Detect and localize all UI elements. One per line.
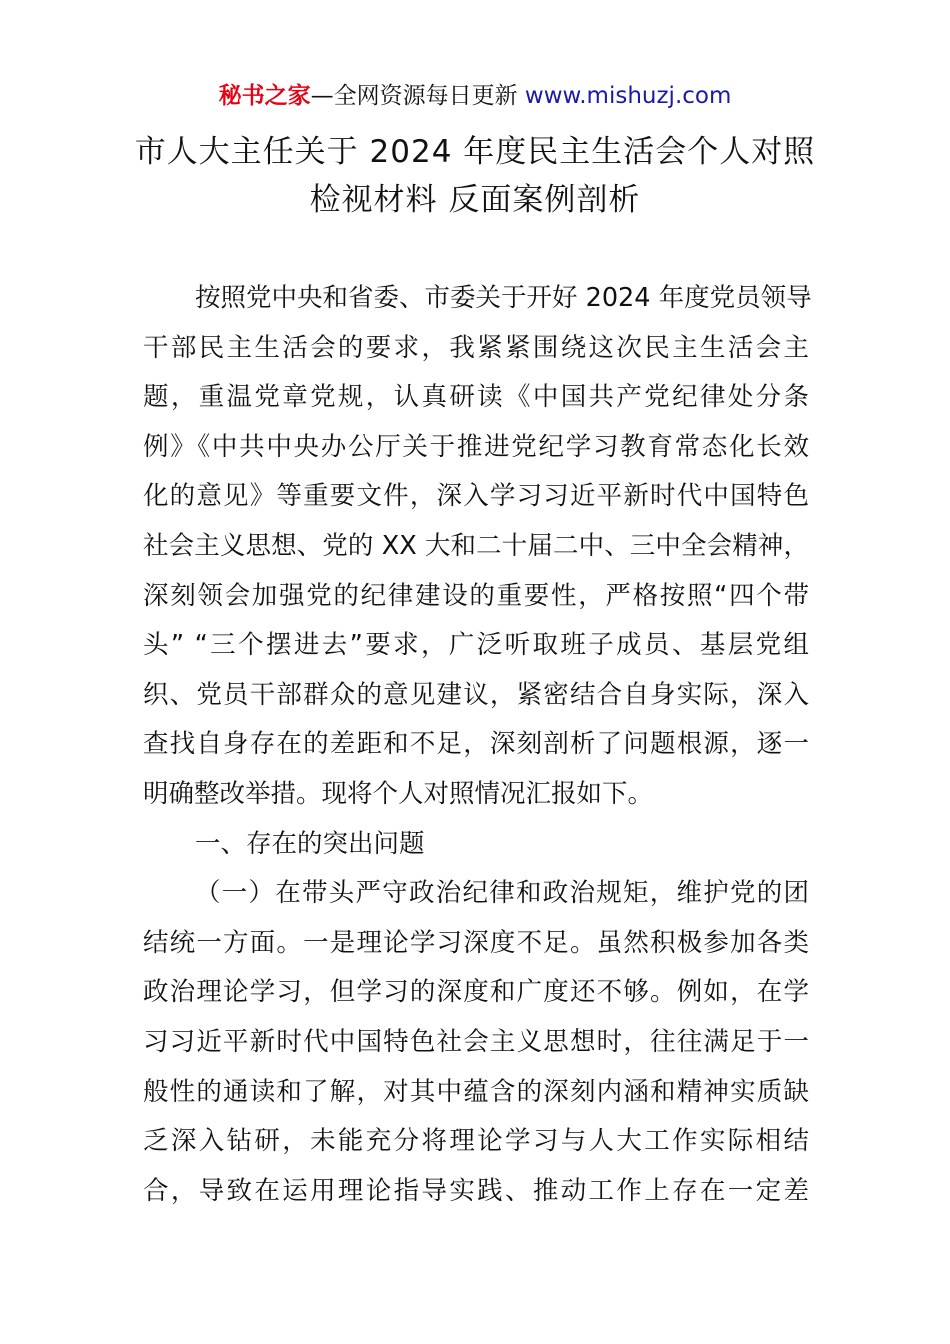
text-line: （一）在带头严守政治纪律和政治规矩，维护党的团 — [195, 878, 809, 909]
text-line: 题，重温党章党规，认真研读《中国共产党纪律处分条 — [143, 382, 809, 413]
section-heading: 一、存在的突出问题 — [195, 828, 425, 859]
text-line: 头” “三个摆进去”要求，广泛听取班子成员、基层党组 — [143, 630, 809, 661]
site-header — [0, 80, 950, 112]
document-title — [120, 128, 830, 224]
title-line-2: 检视材料 反面案例剖析 — [309, 182, 641, 218]
text-line: 习习近平新时代中国特色社会主义思想时，往往满足于一 — [143, 1026, 809, 1057]
text-line: 结统一方面。一是理论学习深度不足。虽然积极参加各类 — [143, 927, 809, 958]
brand-name: 秘书之家 — [218, 83, 311, 109]
title-line-1: 市人大主任关于 2024 年度民主生活会个人对照 — [134, 134, 816, 170]
text-line: 查找自身存在的差距和不足，深刻剖析了问题根源，逐一 — [143, 729, 809, 760]
text-line: 合，导致在运用理论指导实践、推动工作上存在一定差 — [143, 1175, 809, 1206]
site-url[interactable]: www.mishuzj.com — [524, 83, 732, 109]
document-body — [143, 274, 812, 1216]
text-line: 干部民主生活会的要求，我紧紧围绕这次民主生活会主 — [143, 332, 809, 363]
text-line: 社会主义思想、党的 XX 大和二十届二中、三中全会精神， — [143, 530, 809, 561]
text-line: 政治理论学习，但学习的深度和广度还不够。例如，在学 — [143, 977, 809, 1008]
text-line: 乏深入钻研，未能充分将理论学习与人大工作实际相结 — [143, 1126, 809, 1157]
text-line: 深刻领会加强党的纪律建设的重要性，严格按照“四个带 — [143, 580, 809, 611]
text-line: 织、党员干部群众的意见建议，紧密结合自身实际，深入 — [143, 679, 809, 710]
text-line: 般性的通读和了解，对其中蕴含的深刻内涵和精神实质缺 — [143, 1076, 809, 1107]
text-line: 按照党中央和省委、市委关于开好 2024 年度党员领导 — [195, 283, 812, 313]
text-line: 例》《中共中央办公厅关于推进党纪学习教育常态化长效 — [143, 431, 809, 462]
header-tagline: —全网资源每日更新 — [310, 83, 525, 109]
text-line: 化的意见》等重要文件，深入学习习近平新时代中国特色 — [143, 481, 809, 512]
text-line: 明确整改举措。现将个人对照情况汇报如下。 — [143, 778, 654, 809]
